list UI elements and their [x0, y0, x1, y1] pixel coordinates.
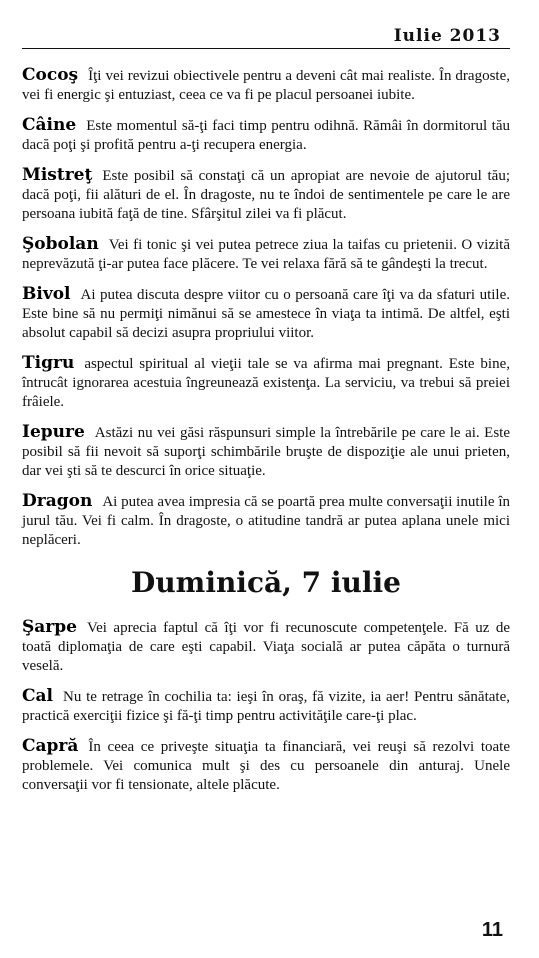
sign-name: Cal [22, 686, 54, 706]
entry-text: Este momentul să-ţi faci timp pentru odihnă. Rămâi în dormitorul tău dacă poţi şi profită pentru a-ţi recupera energia. [22, 118, 510, 153]
sign-name: Iepure [22, 422, 85, 442]
day-heading: Duminică, 7 iulie [131, 566, 401, 599]
sign-name: Bivol [22, 284, 71, 304]
sign-name: Şobolan [22, 234, 99, 254]
horoscope-entry [22, 116, 510, 155]
sign-name: Câine [22, 115, 77, 135]
horoscope-entry [22, 66, 510, 105]
sign-name: Mistreţ [22, 165, 93, 185]
entry-text: Nu te retrage în cochilia ta: ieşi în oraş, fă vizite, ia aer! Pentru sănătate, practică exerciţii fizice şi fă-ţi timp pentru activităţile care-ţi plac. [22, 689, 510, 724]
horoscope-entry [22, 285, 510, 343]
entry-text: Vei aprecia faptul că îţi vor fi recunoscute competenţele. Fă uz de toată diplomaţia de care eşti capabil. Viaţa socială ar putea căpăta o turnură veselă. [22, 620, 510, 674]
header-rule [22, 48, 510, 49]
entry-text: Ai putea avea impresia că se poartă prea multe conversaţii inutile în jurul tău. Vei fi calm. În dragoste, o atitudine tandră ar putea aplana unele mici neplăceri. [22, 494, 510, 548]
entry-text: aspectul spiritual al vieţii tale se va afirma mai pregnant. Este bine, întrucât ignorarea acestuia îngreunează existenţa. La serviciu, va trebui să preiei frâiele. [22, 356, 510, 410]
horoscope-entry [22, 737, 510, 795]
horoscope-entry [22, 235, 510, 274]
horoscope-content [22, 66, 510, 806]
horoscope-entry [22, 492, 510, 550]
horoscope-section [22, 566, 510, 795]
horoscope-entry [22, 354, 510, 412]
sign-name: Cocoş [22, 65, 79, 85]
horoscope-entry [22, 687, 510, 726]
entry-text: În ceea ce priveşte situaţia ta financiară, vei reuşi să rezolvi toate problemele. Vei comunica mult şi des cu persoanele din anturaj. Unele conversaţii vor fi tensionate, altele plăcute. [22, 739, 510, 793]
horoscope-section [22, 66, 510, 550]
sign-name: Şarpe [22, 617, 77, 637]
entry-text: Astăzi nu vei găsi răspunsuri simple la întrebările pe care le ai. Este posibil să fii nevoit să suporţi schimbările bruşte de dispoziţie ale unui prieten, dar vei şti să te descurci în orice situaţie. [22, 425, 510, 479]
entry-text: Vei fi tonic şi vei putea petrece ziua la taifas cu prietenii. O vizită neprevăzută ţi-ar putea face plăcere. Te vei relaxa fără să te gândeşti la trecut. [22, 237, 510, 272]
horoscope-entry [22, 166, 510, 224]
entry-text: Este posibil să constaţi că un apropiat are nevoie de ajutorul tău; dacă poţi, fii alături de el. În dragoste, nu te îndoi de sentimentele pe care le are persoana iubită faţă de tine. Sfârşitul zilei va fi plăcut. [22, 168, 510, 222]
entry-text: Ai putea discuta despre viitor cu o persoană care îţi va da sfaturi utile. Este bine să nu permiţi nimănui să se amestece în viaţa ta intimă. De altfel, eşti absolut capabil să decizi asupra propriului viitor. [22, 287, 510, 341]
running-header: Iulie 2013 [393, 26, 501, 46]
horoscope-entry [22, 423, 510, 481]
horoscope-entry [22, 618, 510, 676]
sign-name: Tigru [22, 353, 75, 373]
sign-name: Dragon [22, 491, 93, 511]
sign-name: Capră [22, 736, 79, 756]
entry-text: Îţi vei revizui obiectivele pentru a deveni cât mai realiste. În dragoste, vei fi energic şi entuziast, ceea ce va fi pe placul persoanei iubite. [22, 68, 510, 103]
page-number: 11 [481, 919, 503, 941]
